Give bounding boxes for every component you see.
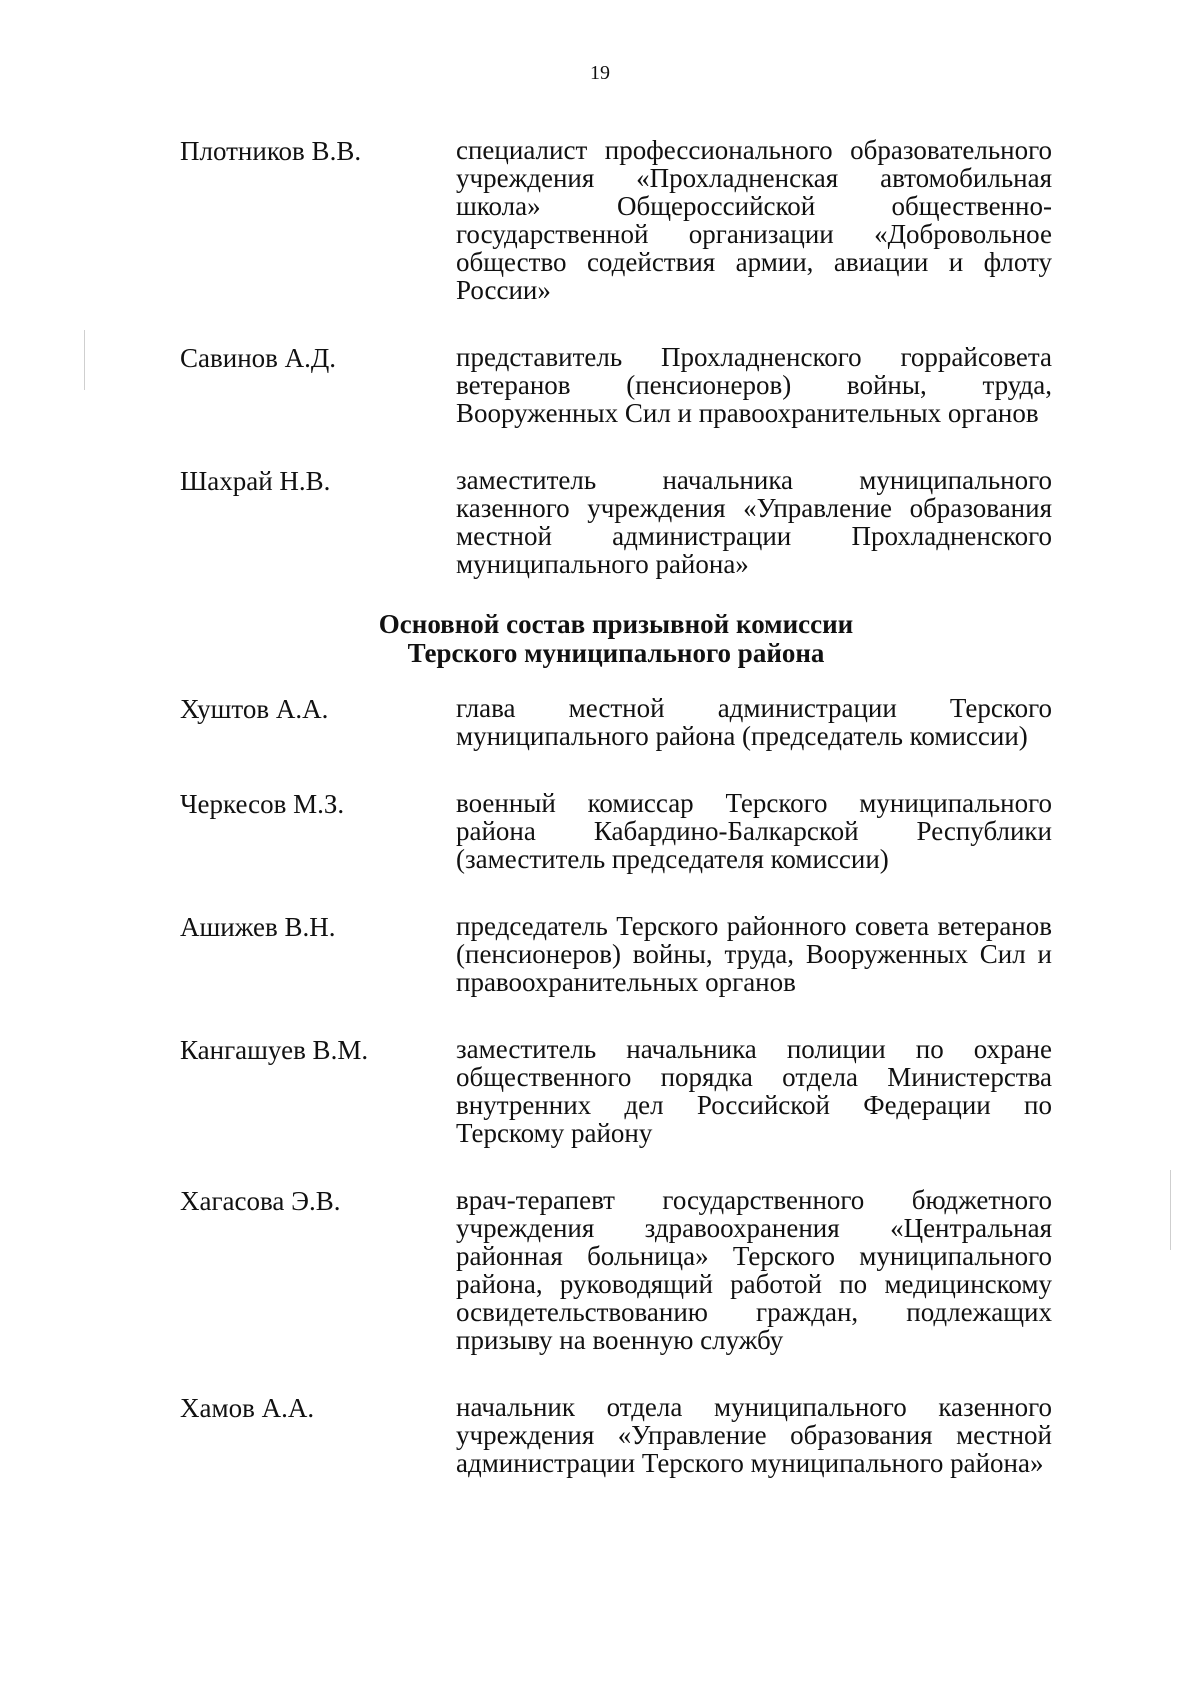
member-name: Плотников В.В. — [180, 136, 362, 166]
member-description: глава местной администрации Терского муниципального района (председатель комиссии) — [456, 693, 1052, 751]
member-name: Шахрай Н.В. — [180, 466, 331, 496]
member-name: Ашижев В.Н. — [180, 912, 336, 942]
page-number: 19 — [590, 62, 610, 84]
member-description: врач-терапевт государственного бюджетного учреждения здравоохранения «Центральная районная больница» Терского муниципального района, руководящий работой по медицинскому освидетельствованию граждан, подлежащих призыву на военную службу — [456, 1185, 1052, 1355]
member-entry — [180, 1186, 1052, 1354]
member-name: Хагасова Э.В. — [180, 1186, 341, 1216]
members-list-prokhladny — [180, 136, 1052, 578]
member-entry — [180, 912, 1052, 996]
member-name: Черкесов М.З. — [180, 789, 345, 819]
member-description: военный комиссар Терского муниципального района Кабардино-Балкарской Республики (заместитель председателя комиссии) — [456, 788, 1052, 874]
member-entry — [180, 466, 1052, 578]
member-description: заместитель начальника муниципального казенного учреждения «Управление образования местной администрации Прохладненского муниципального района» — [456, 465, 1052, 579]
member-entry — [180, 136, 1052, 304]
member-description: специалист профессионального образовательного учреждения «Прохладненская автомобильная школа» Общероссийской общественно-государственной организации «Добровольное общество содействия армии, авиации и флоту России» — [456, 135, 1052, 305]
members-list-tersky — [180, 694, 1052, 1477]
member-description: председатель Терского районного совета ветеранов (пенсионеров) войны, труда, Вооруженных Сил и правоохранительных органов — [456, 911, 1052, 997]
member-description: заместитель начальника полиции по охране общественного порядка отдела Министерства внутренних дел Российской Федерации по Терскому району — [456, 1034, 1052, 1148]
member-name: Кангашуев В.М. — [180, 1035, 369, 1065]
member-name: Хамов А.А. — [180, 1393, 315, 1423]
member-entry — [180, 343, 1052, 427]
member-entry — [180, 1035, 1052, 1147]
section-title: Основной состав призывной комиссии Терского муниципального района — [378, 609, 854, 668]
scan-artifact — [1170, 1170, 1171, 1250]
member-name: Хуштов А.А. — [180, 694, 329, 724]
member-entry — [180, 1393, 1052, 1477]
member-description: начальник отдела муниципального казенного учреждения «Управление образования местной администрации Терского муниципального района» — [456, 1392, 1052, 1478]
member-entry — [180, 789, 1052, 873]
scan-artifact — [84, 330, 85, 390]
member-name: Савинов А.Д. — [180, 343, 337, 373]
member-description: представитель Прохладненского горрайсовета ветеранов (пенсионеров) войны, труда, Вооруженных Сил и правоохранительных органов — [456, 342, 1052, 428]
member-entry — [180, 694, 1052, 750]
